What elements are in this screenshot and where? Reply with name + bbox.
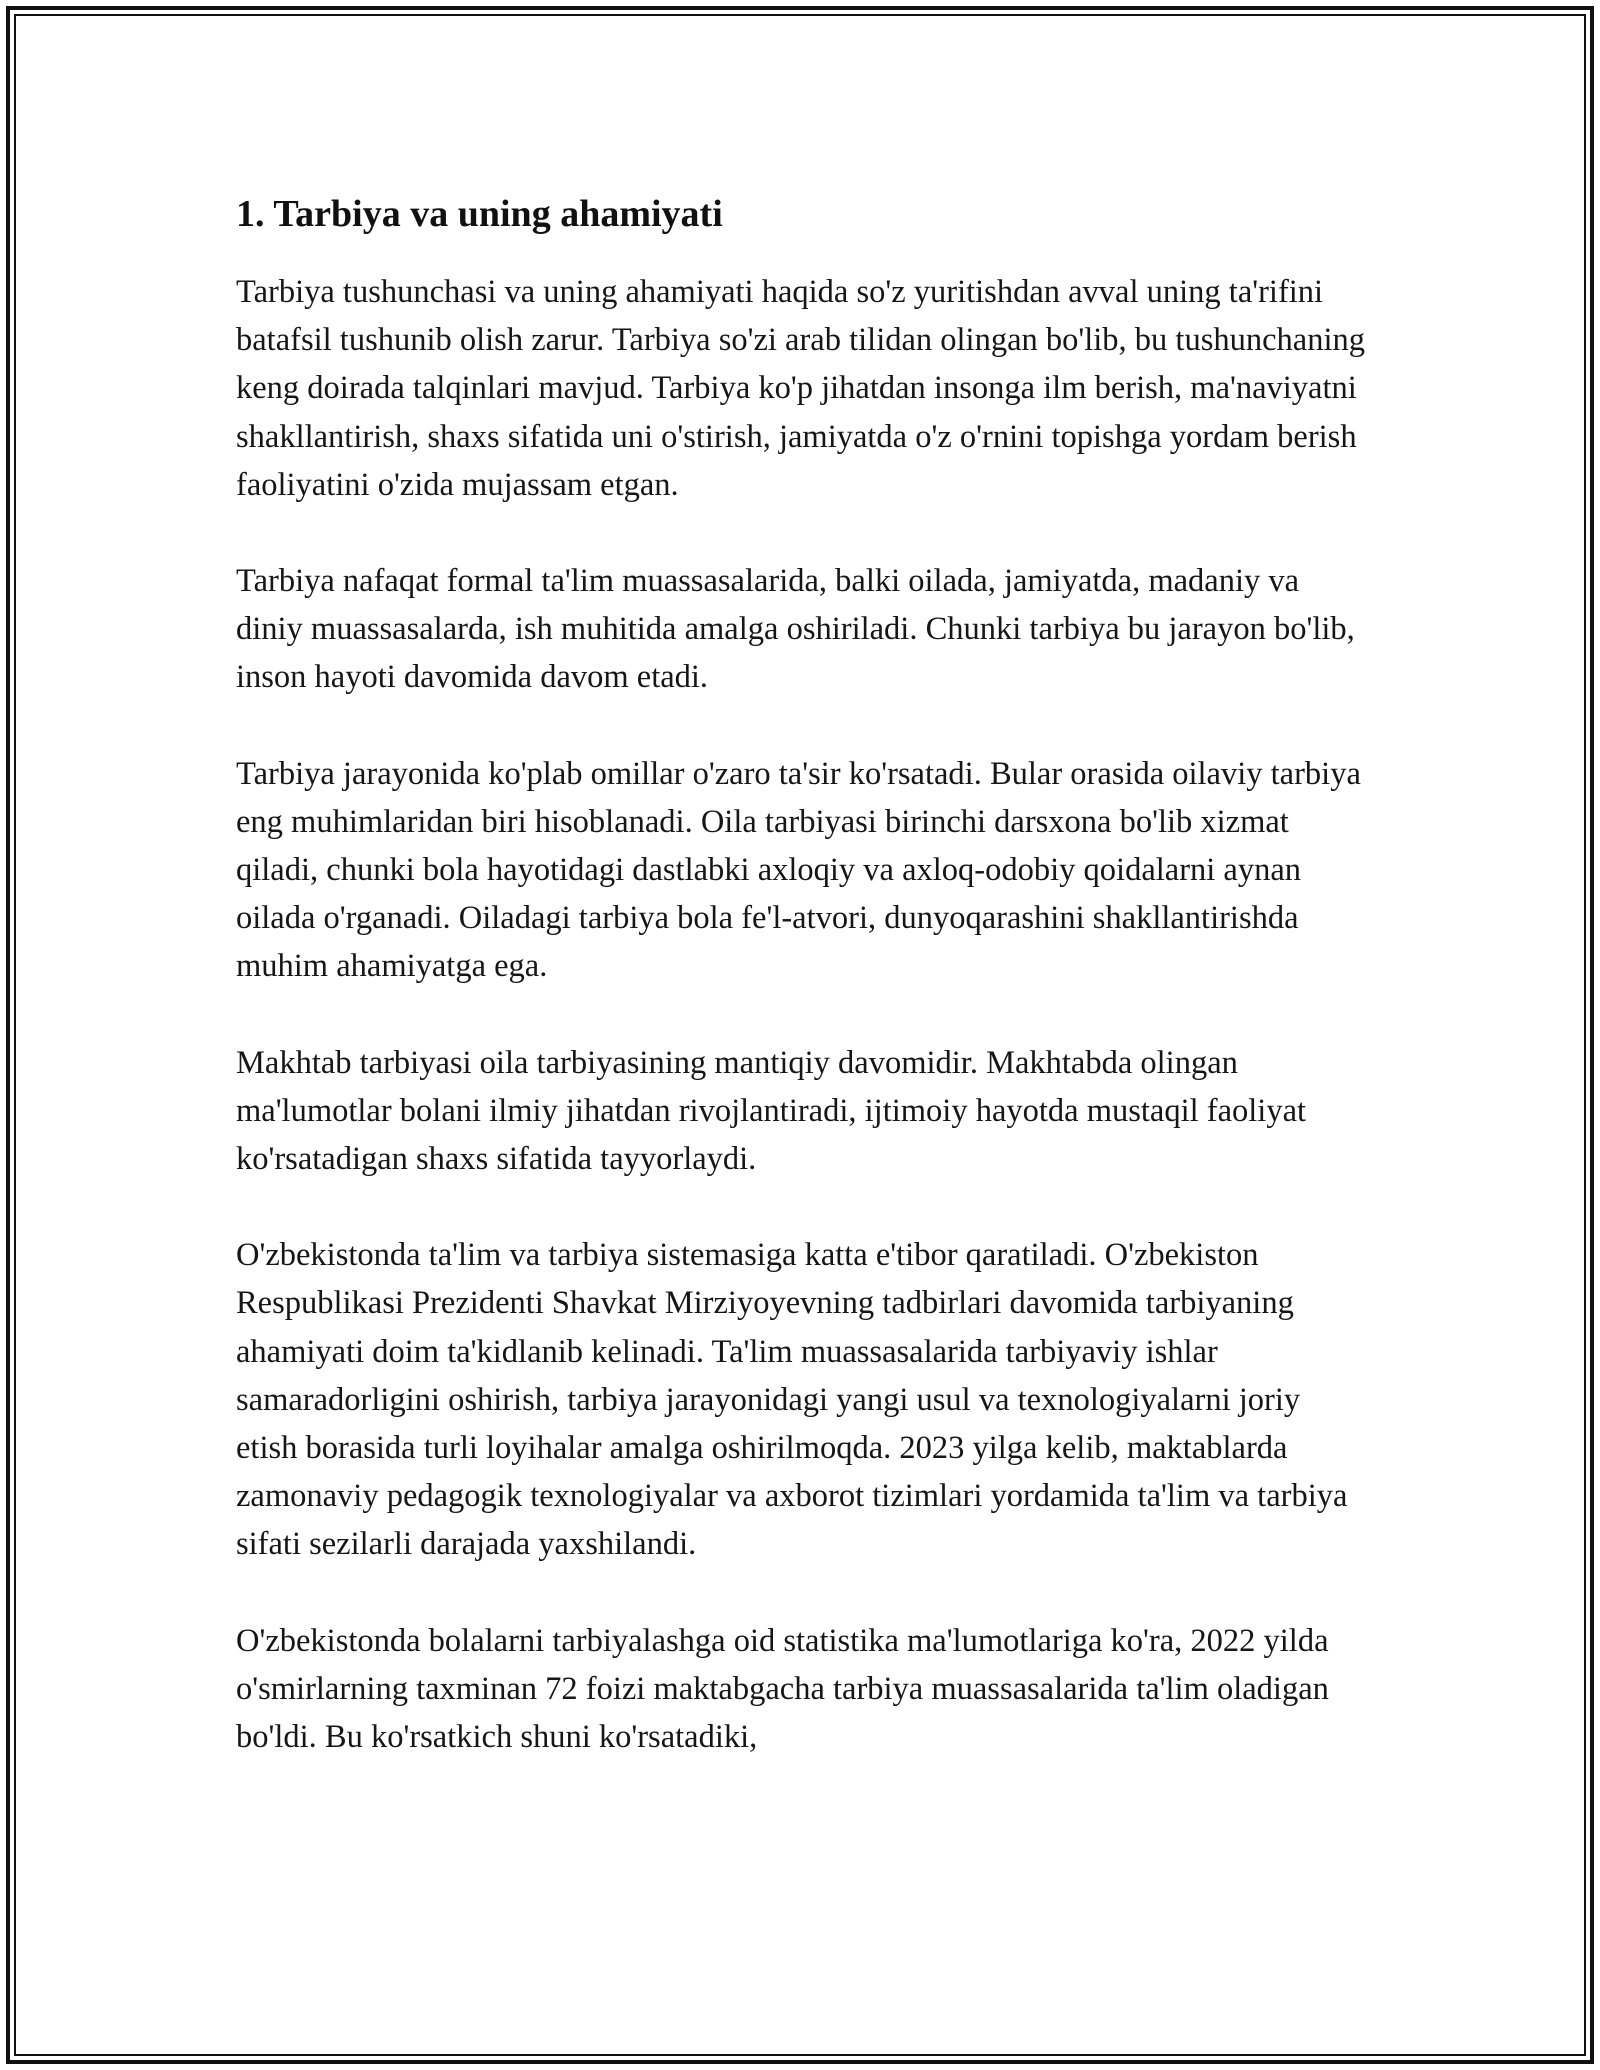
paragraph-definition: Tarbiya tushunchasi va uning ahamiyati haqida so'z yuritishdan avval uning ta'rifini batafsil tushunib olish zarur. Tarbiya so'zi arab tilidan olingan bo'lib, bu tushunchaning keng doirada talqinlari mavjud. Tarbiya ko'p jihatdan insonga ilm berish, ma'naviyatni shakllantirish, shaxs sifatida uni o'stirish, jamiyatda o'z o'rnini topishga yordam berish faoliyatini o'zida mujassam etgan. <box>236 274 1365 503</box>
paragraph-settings: Tarbiya nafaqat formal ta'lim muassasalarida, balki oilada, jamiyatda, madaniy va diniy muassasalarda, ish muhitida amalga oshiriladi. Chunki tarbiya bu jarayon bo'lib, inson hayoti davomida davom etadi. <box>236 563 1355 696</box>
document-body <box>236 188 1366 1809</box>
paragraph-school-upbringing: Makhtab tarbiyasi oila tarbiyasining mantiqiy davomidir. Makhtabda olingan ma'lumotlar bolani ilmiy jihatdan rivojlantiradi, ijtimoiy hayotda mustaqil faoliyat ko'rsatadigan shaxs sifatida tayyorlaydi. <box>236 1044 1307 1178</box>
paragraph-family-upbringing: Tarbiya jarayonida ko'plab omillar o'zaro ta'sir ko'rsatadi. Bular orasida oilaviy tarbiya eng muhimlaridan biri hisoblanadi. Oila tarbiyasi birinchi darsxona bo'lib xizmat qiladi, chunki bola hayotidagi dastlabki axloqiy va axloq-odobiy qoidalarni aynan oilada o'rganadi. Oiladagi tarbiya bola fe'l-atvori, dunyoqarashini shakllantirishda muhim ahamiyatga ega. <box>236 755 1361 985</box>
paragraph-statistics: O'zbekistonda bolalarni tarbiyalashga oid statistika ma'lumotlariga ko'ra, 2022 yilda o'smirlarning taxminan 72 foizi maktabgacha tarbiya muassasalarida ta'lim oladigan bo'ldi. Bu ko'rsatkich shuni ko'rsatadiki, <box>236 1622 1329 1756</box>
paragraph-uzbekistan-education: O'zbekistonda ta'lim va tarbiya sistemasiga katta e'tibor qaratiladi. O'zbekiston Respublikasi Prezidenti Shavkat Mirziyoyevning tadbirlari davomida tarbiyaning ahamiyati doim ta'kidlanib kelinadi. Ta'lim muassasalarida tarbiyaviy ishlar samaradorligini oshirish, tarbiya jarayonidagi yangi usul va texnologiyalarni joriy etish borasida turli loyihalar amalga oshirilmoqda. 2023 yilga kelib, maktablarda zamonaviy pedagogik texnologiyalar va axborot tizimlari yordamida ta'lim va tarbiya sifati sezilarli darajada yaxshilandi. <box>236 1237 1348 1563</box>
section-heading: 1. Tarbiya va uning ahamiyati <box>236 193 723 235</box>
